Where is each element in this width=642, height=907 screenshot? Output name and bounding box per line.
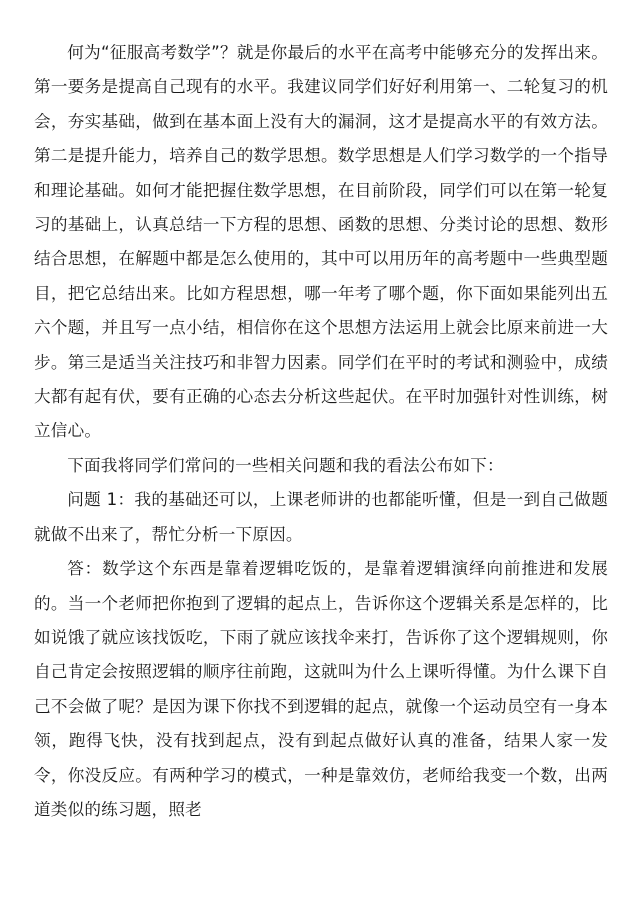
paragraph-intro-questions: 下面我将同学们常问的一些相关问题和我的看法公布如下： (67, 455, 504, 475)
paragraph-study-advice: 何为“征服高考数学”？就是你最后的水平在高考中能够充分的发挥出来。第一要务是提高自己现有的水平。我建议同学们好好利用第一、二轮复习的机会，夯实基础，做到在基本面上没有大的漏洞，这才是提高水平的有效方法。第二是提升能力，培养自己的数学思想。数学思想是人们学习数学的一个指导和理论基础。如何才能把握住数学思想，在目前阶段，同学们可以在第一轮复习的基础上，认真总结一下方程的思想、函数的思想、分类讨论的思想、数形结合思想，在解题中都是怎么使用的，其中可以用历年的高考题中一些典型题目，把它总结出来。比如方程思想，哪一年考了哪个题，你下面如果能列出五六个题，并且写一点小结，相信你在这个思想方法运用上就会比原来前进一大步。第三是适当关注技巧和非智力因素。同学们在平时的考试和测验中，成绩大都有起有伏，要有正确的心态去分析这些起伏。在平时加强针对性训练，树立信心。 (34, 43, 608, 441)
paragraph-answer-1: 答：数学这个东西是靠着逻辑吃饭的，是靠着逻辑演绎向前推进和发展的。当一个老师把你抱到了逻辑的起点上，告诉你这个逻辑关系是怎样的，比如说饿了就应该找饭吃，下雨了就应该找伞来打，告诉你了这个逻辑规则，你自己肯定会按照逻辑的顺序往前跑，这就叫为什么上课听得懂。为什么课下自己不会做了呢？是因为课下你找不到逻辑的起点，就像一个运动员空有一身本领，跑得飞快，没有找到起点，没有到起点做好认真的准备，结果人家一发令，你没反应。有两种学习的模式，一种是靠效仿，老师给我变一个数，出两道类似的练习题，照老 (34, 559, 608, 819)
paragraph-question-1: 问题 1：我的基础还可以，上课老师讲的也都能听懂，但是一到自己做题就做不出来了，帮忙分析一下原因。 (34, 490, 608, 544)
